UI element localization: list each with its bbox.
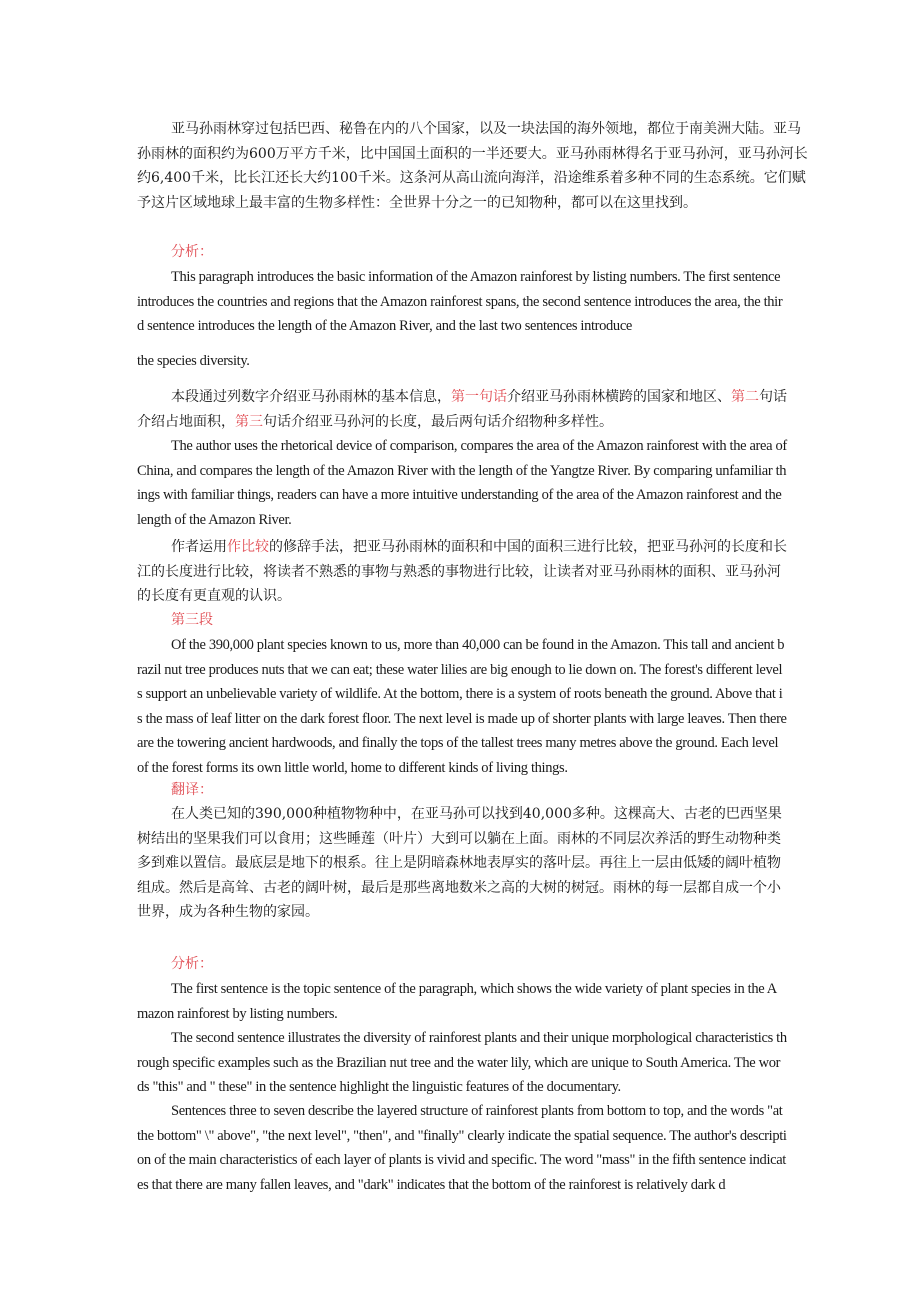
paragraph-2-english: This paragraph introduces the basic information of the Amazon rainforest by listing numbers. The first sentence introduces the countries and regions that the Amazon rainforest spans, the second sentence introduces the area, the third sentence introduces the length of the Amazon River, and the last two sentences introduce	[137, 269, 783, 334]
p3-highlight-second: 第二	[731, 389, 759, 405]
p3-text-g: 句话介绍亚马孙河的长度，最后两句话介绍物种多样性。	[263, 413, 613, 430]
p5-text-a: 作者运用	[171, 539, 227, 555]
p3-text-e: 句话介绍占地面积，	[137, 389, 787, 430]
p3-text-c: 介绍亚马孙雨林横跨的国家和地区、	[507, 389, 731, 405]
translation-label: 翻译：	[171, 782, 213, 798]
paragraph-4-english: The author uses the rhetorical device of comparison, compares the area of the Amazon rainforest with the area of China, and compares the length of the Amazon River with the length of the Yangtze River. By comparing unfamiliar things with familiar things, readers can have a more intuitive understanding of the area of the Amazon rainforest and the length of the Amazon River.	[137, 438, 787, 528]
p5-highlight-comparison: 作比较	[227, 539, 269, 555]
section-label-para3: 第三段	[171, 612, 213, 628]
paragraph-2-english-tail: the species diversity.	[137, 353, 250, 369]
paragraph-8-english: The first sentence is the topic sentence of the paragraph, which shows the wide variety of plant species in the Amazon rainforest by listing numbers.	[137, 981, 777, 1022]
analysis-label-2: 分析：	[171, 956, 213, 972]
p5-text-c: 的修辞手法，把亚马孙雨林的面积和中国的面积三进行比较，把亚马孙河的长度和长江的长度进行比较，将读者不熟悉的事物与熟悉的事物进行比较，让读者对亚马孙雨林的面积、亚马孙河的长度有更直观的认识。	[137, 539, 787, 604]
paragraph-9-english: The second sentence illustrates the diversity of rainforest plants and their unique morphological characteristics through specific examples such as the Brazilian nut tree and the water lily, which are unique to South America. The words "this" and " these" in the sentence highlight the linguistic features of the documentary.	[137, 1030, 787, 1095]
paragraph-7-chinese: 在人类已知的390,000种植物物种中，在亚马孙可以找到40,000多种。这棵高大、古老的巴西坚果树结出的坚果我们可以食用；这些睡莲（叶片）大到可以躺在上面。雨林的不同层次养活的野生动物种类多到难以置信。最底层是地下的根系。往上是阴暗森林地表厚实的落叶层。再往上一层由低矮的阔叶植物组成。然后是高耸、古老的阔叶树，最后是那些离地数米之高的大树的树冠。雨林的每一层都自成一个小世界，成为各种生物的家园。	[137, 806, 782, 920]
paragraph-5-chinese	[137, 535, 787, 609]
p3-highlight-first-sentence: 第一句话	[451, 389, 507, 405]
p3-text-a: 本段通过列数字介绍亚马孙雨林的基本信息，	[171, 389, 451, 405]
paragraph-10-english: Sentences three to seven describe the layered structure of rainforest plants from bottom to top, and the words "at the bottom" \" above", "the next level", "then", and "finally" clearly indicate the spatial sequence. The author's description of the main characteristics of each layer of plants is vivid and specific. The word "mass" in the fifth sentence indicates that there are many fallen leaves, and "dark" indicates that the bottom of the rainforest is relatively dark d	[137, 1103, 787, 1193]
paragraph-6-english: Of the 390,000 plant species known to us, more than 40,000 can be found in the Amazon. This tall and ancient brazil nut tree produces nuts that we can eat; these water lilies are big enough to lie down on. The forest's different levels support an unbelievable variety of wildlife. At the bottom, there is a system of roots beneath the ground. Above that is the mass of leaf litter on the dark forest floor. The next level is made up of shorter plants with large leaves. Then there are the towering ancient hardwoods, and finally the tops of the tallest trees many metres above the ground. Each level of the forest forms its own little world, home to different kinds of living things.	[137, 637, 787, 776]
analysis-label-1: 分析：	[171, 244, 213, 260]
p3-highlight-third: 第三	[235, 413, 263, 430]
paragraph-3-chinese	[137, 385, 787, 434]
paragraph-1-chinese: 亚马孙雨林穿过包括巴西、秘鲁在内的八个国家，以及一块法国的海外领地，都位于南美洲大陆。亚马孙雨林的面积约为600万平方千米，比中国国土面积的一半还要大。亚马孙雨林得名于亚马孙河，亚马孙河长约6,400千米，比长江还长大约100千米。这条河从高山流向海洋，沿途维系着多种不同的生态系统。它们赋予这片区域地球上最丰富的生物多样性：全世界十分之一的已知物种，都可以在这里找到。	[137, 121, 808, 211]
